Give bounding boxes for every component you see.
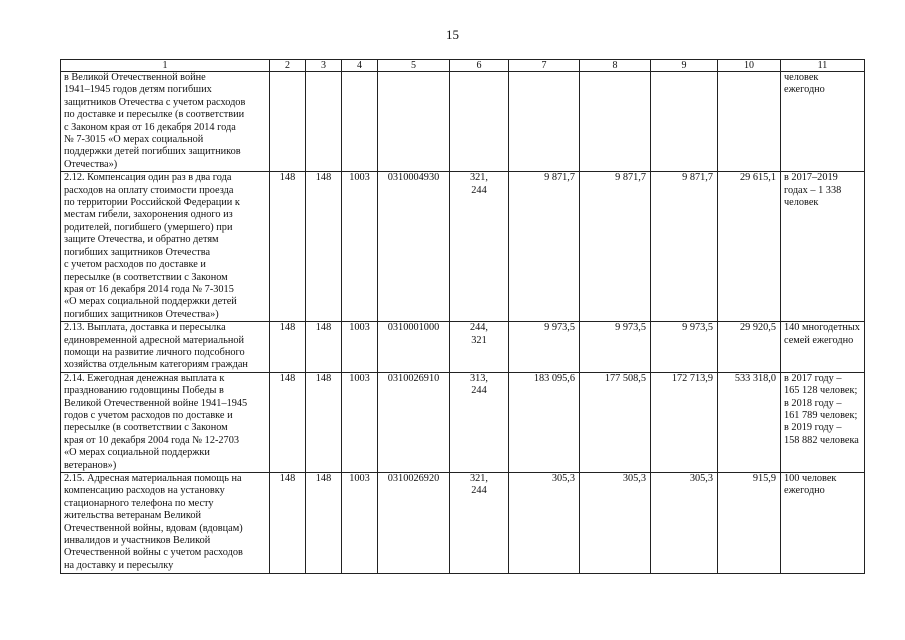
cell-col8: [580, 72, 651, 172]
cell-col5: 0310001000: [378, 322, 450, 373]
cell-col2: 148: [270, 372, 306, 472]
cell-col3: 148: [306, 372, 342, 472]
cell-col4: 1003: [342, 322, 378, 373]
column-header: 6: [450, 60, 509, 72]
cell-col7: 183 095,6: [509, 372, 580, 472]
cell-col10: [718, 72, 781, 172]
column-header: 11: [781, 60, 865, 72]
row-description: в Великой Отечественной войне 1941–1945 годов детям погибших защитников Отечества с учетом расходов по доставке и пересылке (в соответствии с Законом края от 16 декабря 2014 года № 7-3015 «О мерах социальной поддержки детей погибших защитников Отечества»): [61, 72, 270, 172]
column-header: 1: [61, 60, 270, 72]
row-description: 2.14. Ежегодная денежная выплата к празднованию годовщины Победы в Великой Отечественной войне 1941–1945 годов с учетом расходов по доставке и пересылке (в соответствии с Законом края от 10 декабря 2004 года № 12-2703 «О мерах социальной поддержки ветеранов»): [61, 372, 270, 472]
column-header: 8: [580, 60, 651, 72]
cell-col10: 29 920,5: [718, 322, 781, 373]
cell-col11: 140 многодетных семей ежегодно: [781, 322, 865, 373]
cell-col9: 305,3: [651, 473, 718, 574]
cell-col6: 321, 244: [450, 172, 509, 322]
cell-col6: 321, 244: [450, 473, 509, 574]
page-number: 15: [446, 27, 459, 42]
cell-col6: 313, 244: [450, 372, 509, 472]
cell-col2: 148: [270, 322, 306, 373]
column-header: 4: [342, 60, 378, 72]
table-header-row: [61, 60, 865, 72]
cell-col8: 305,3: [580, 473, 651, 574]
row-description: 2.12. Компенсация один раз в два года расходов на оплату стоимости проезда по территории Российской Федерации к местам гибели, захоронения одного из родителей, погибшего (умершего) при защите Отечества, и обратно детям погибших защитников Отечества с учетом расходов по доставке и пересылке (в соответствии с Законом края от 16 декабря 2014 года № 7-3015 «О мерах социальной поддержки детей погибших защитников Отечества»): [61, 172, 270, 322]
table-row: [61, 473, 865, 574]
table-row: [61, 322, 865, 373]
cell-col7: [509, 72, 580, 172]
cell-col6: [450, 72, 509, 172]
cell-col10: 533 318,0: [718, 372, 781, 472]
cell-col4: [342, 72, 378, 172]
cell-col11: в 2017 году – 165 128 человек; в 2018 году – 161 789 человек; в 2019 году – 158 882 человека: [781, 372, 865, 472]
cell-col11: 100 человек ежегодно: [781, 473, 865, 574]
cell-col5: 0310026920: [378, 473, 450, 574]
cell-col11: в 2017–2019 годах – 1 338 человек: [781, 172, 865, 322]
cell-col4: 1003: [342, 372, 378, 472]
cell-col9: [651, 72, 718, 172]
cell-col3: [306, 72, 342, 172]
column-header: 10: [718, 60, 781, 72]
table-row: [61, 372, 865, 472]
cell-col7: 9 973,5: [509, 322, 580, 373]
cell-col3: 148: [306, 322, 342, 373]
row-description: 2.13. Выплата, доставка и пересылка единовременной адресной материальной помощи на развитие личного подсобного хозяйства отдельным категориям граждан: [61, 322, 270, 373]
column-header: 3: [306, 60, 342, 72]
cell-col7: 305,3: [509, 473, 580, 574]
cell-col10: 29 615,1: [718, 172, 781, 322]
cell-col11: человек ежегодно: [781, 72, 865, 172]
cell-col9: 9 973,5: [651, 322, 718, 373]
table-row: [61, 172, 865, 322]
cell-col3: 148: [306, 172, 342, 322]
column-header: 7: [509, 60, 580, 72]
cell-col8: 9 973,5: [580, 322, 651, 373]
cell-col4: 1003: [342, 172, 378, 322]
cell-col4: 1003: [342, 473, 378, 574]
cell-col2: [270, 72, 306, 172]
cell-col2: 148: [270, 473, 306, 574]
cell-col5: 0310004930: [378, 172, 450, 322]
row-description: 2.15. Адресная материальная помощь на компенсацию расходов на установку стационарного телефона по месту жительства ветеранам Великой Отечественной войны, вдовам (вдовцам) инвалидов и участников Великой Отечественной войны с учетом расходов на доставку и пересылку: [61, 473, 270, 574]
cell-col8: 177 508,5: [580, 372, 651, 472]
cell-col10: 915,9: [718, 473, 781, 574]
cell-col3: 148: [306, 473, 342, 574]
cell-col9: 172 713,9: [651, 372, 718, 472]
budget-table: [60, 59, 865, 574]
column-header: 2: [270, 60, 306, 72]
table-row: [61, 72, 865, 172]
cell-col5: [378, 72, 450, 172]
column-header: 5: [378, 60, 450, 72]
cell-col9: 9 871,7: [651, 172, 718, 322]
cell-col5: 0310026910: [378, 372, 450, 472]
cell-col6: 244, 321: [450, 322, 509, 373]
column-header: 9: [651, 60, 718, 72]
cell-col8: 9 871,7: [580, 172, 651, 322]
cell-col7: 9 871,7: [509, 172, 580, 322]
cell-col2: 148: [270, 172, 306, 322]
